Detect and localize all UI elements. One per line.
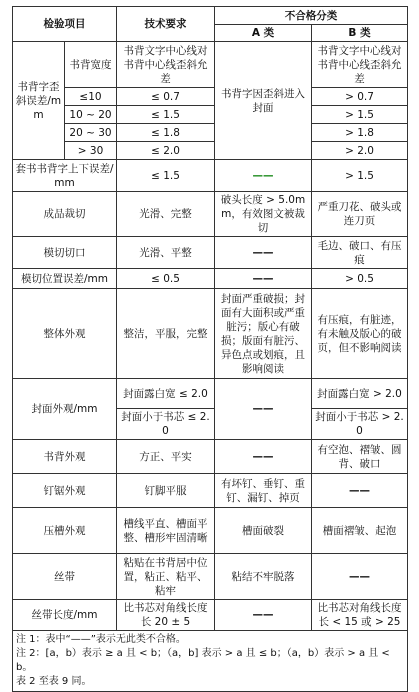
- ribbon-len-class-b: 比书芯对角线长度长 < 15 或 > 25: [312, 600, 408, 631]
- jacket-item: 套书书背字上下误差/mm: [13, 160, 117, 192]
- range-class-b: > 1.5: [312, 106, 408, 124]
- ribbon-class-a: 粘结不牢脱落: [215, 554, 312, 600]
- die-cut-class-b: 毛边、破口、有压痕: [312, 237, 408, 269]
- cover-class-b-2: 封面小于书芯 > 2.0: [312, 409, 408, 440]
- range-cell: > 30: [65, 142, 117, 160]
- range-requirement: ≤ 2.0: [117, 142, 215, 160]
- range-cell: 10 ~ 20: [65, 106, 117, 124]
- notes: [13, 631, 408, 692]
- header-nonconformity: 不合格分类: [215, 7, 408, 25]
- jacket-class-a: ——: [215, 160, 312, 192]
- appearance-class-a: 封面严重破损；封面有大面积或严重脏污；版心有破损；版面有脏污、异色点或划痕，且影响阅读: [215, 289, 312, 379]
- header-class-a: A 类: [215, 25, 312, 42]
- range-requirement: ≤ 0.7: [117, 88, 215, 106]
- staple-requirement: 钉脚平服: [117, 474, 215, 508]
- ribbon-requirement: 粘贴在书背居中位置，粘正、粘平、粘牢: [117, 554, 215, 600]
- ribbon-len-class-a: ——: [215, 600, 312, 631]
- die-cut-pos-class-a: ——: [215, 269, 312, 289]
- trimming-item: 成品裁切: [13, 192, 117, 237]
- staple-item: 钉锯外观: [13, 474, 117, 508]
- trimming-class-b: 严重刀花、破头或连刀页: [312, 192, 408, 237]
- range-class-b: > 2.0: [312, 142, 408, 160]
- ribbon-len-item: 丝带长度/mm: [13, 600, 117, 631]
- range-class-b: > 0.7: [312, 88, 408, 106]
- range-class-b: > 1.8: [312, 124, 408, 142]
- groove-class-b: 槽面褶皱、起泡: [312, 508, 408, 554]
- spine-tilt-b-header: 书背文字中心线对书背中心线歪斜允差: [312, 42, 408, 88]
- appearance-requirement: 整洁，平服，完整: [117, 289, 215, 379]
- die-cut-pos-class-b: > 0.5: [312, 269, 408, 289]
- die-cut-pos-item: 模切位置误差/mm: [13, 269, 117, 289]
- cover-class-b-1: 封面露白宽 > 2.0: [312, 379, 408, 409]
- range-cell: 20 ~ 30: [65, 124, 117, 142]
- groove-item: 压槽外观: [13, 508, 117, 554]
- header-requirement: 技术要求: [117, 7, 215, 42]
- ribbon-len-requirement: 比书芯对角线长度长 20 ± 5: [117, 600, 215, 631]
- die-cut-pos-requirement: ≤ 0.5: [117, 269, 215, 289]
- spine-look-class-a: ——: [215, 440, 312, 474]
- cover-requirement-2: 封面小于书芯 ≤ 2.0: [117, 409, 215, 440]
- cover-class-a: ——: [215, 379, 312, 440]
- cover-item: 封面外观/mm: [13, 379, 117, 440]
- cover-requirement-1: 封面露白宽 ≤ 2.0: [117, 379, 215, 409]
- header-item: 检验项目: [13, 7, 117, 42]
- spine-width-requirement: 书背文字中心线对书背中心线歪斜允差: [117, 42, 215, 88]
- staple-class-b: ——: [312, 474, 408, 508]
- note-1: 注 1：表中“——”表示无此类不合格。: [16, 634, 186, 645]
- ribbon-item: 丝带: [13, 554, 117, 600]
- ribbon-class-b: ——: [312, 554, 408, 600]
- spine-tilt-label: 书背字歪斜误差/mm: [13, 42, 65, 160]
- spine-look-class-b: 有空泡、褶皱、圆背、破口: [312, 440, 408, 474]
- jacket-requirement: ≤ 1.5: [117, 160, 215, 192]
- spine-width-label: 书背宽度: [65, 42, 117, 88]
- range-cell: ≤10: [65, 88, 117, 106]
- jacket-class-b: > 1.5: [312, 160, 408, 192]
- groove-class-a: 槽面破裂: [215, 508, 312, 554]
- spine-look-item: 书背外观: [13, 440, 117, 474]
- inspection-table: [12, 6, 408, 692]
- staple-class-a: 有坏钉、垂钉、重钉、漏钉、掉页: [215, 474, 312, 508]
- header-class-b: B 类: [312, 25, 408, 42]
- range-requirement: ≤ 1.5: [117, 106, 215, 124]
- die-cut-item: 模切切口: [13, 237, 117, 269]
- die-cut-class-a: ——: [215, 237, 312, 269]
- range-requirement: ≤ 1.8: [117, 124, 215, 142]
- die-cut-requirement: 光滑、平整: [117, 237, 215, 269]
- note-3: 表 2 至表 9 同。: [16, 676, 92, 687]
- note-2: 注 2：[a，b）表示 ≥ a 且 < b；（a，b] 表示 > a 且 ≤ b；（a，b）表示 > a 且 < b。: [16, 648, 390, 673]
- appearance-item: 整体外观: [13, 289, 117, 379]
- appearance-class-b: 有压痕，有脏迹，有未触及版心的破页，但不影响阅读: [312, 289, 408, 379]
- spine-look-requirement: 方正、平实: [117, 440, 215, 474]
- spine-tilt-class-a: 书背字因歪斜进入封面: [215, 42, 312, 160]
- trimming-requirement: 光滑、完整: [117, 192, 215, 237]
- groove-requirement: 槽线平直、槽面平整、槽形牢固清晰: [117, 508, 215, 554]
- trimming-class-a: 破头长度 > 5.0mm，有效图文被裁切: [215, 192, 312, 237]
